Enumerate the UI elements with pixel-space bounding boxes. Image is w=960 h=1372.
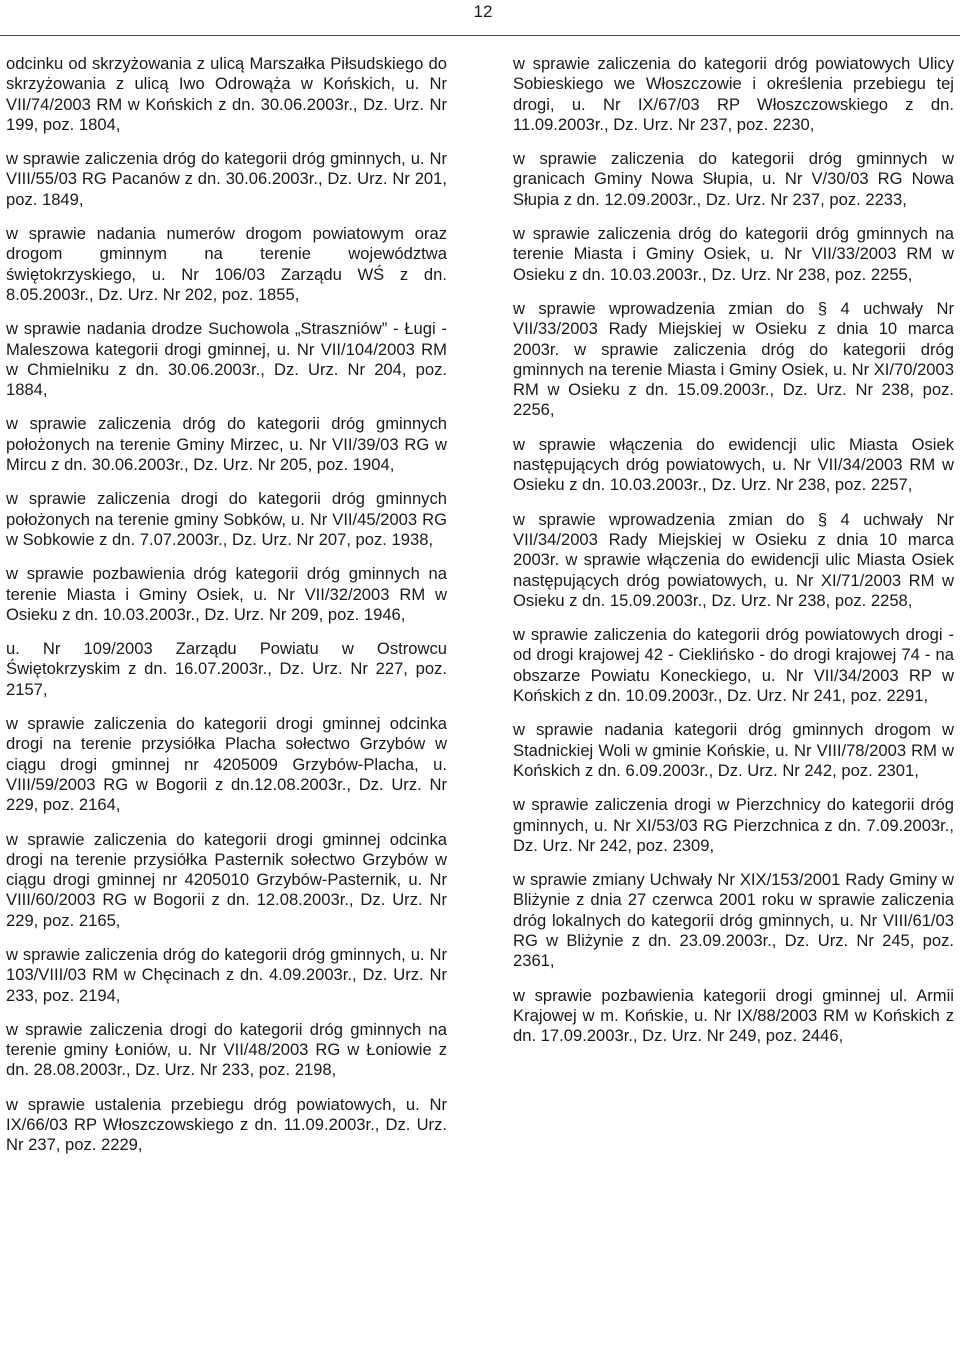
left-paragraph: w sprawie nadania drodze Suchowola „Straszniów” - Ługi - Maleszowa kategorii drogi gminnej, u. Nr VII/104/2003 RM w Chmielniku z dn. 30.06.2003r., Dz. Urz. Nr 204, poz. 1884, (6, 319, 447, 400)
right-column (513, 54, 954, 1060)
left-paragraph: w sprawie zaliczenia drogi do kategorii dróg gminnych na terenie gminy Łoniów, u. Nr VII/48/2003 RG w Łoniowie z dn. 28.08.2003r., Dz. Urz. Nr 233, poz. 2198, (6, 1019, 447, 1080)
left-paragraph: w sprawie zaliczenia do kategorii drogi gminnej odcinka drogi na terenie przysiółka Placha sołectwo Grzybów w ciągu drogi gminnej nr 4205009 Grzybów-Placha, u. VIII/59/2003 RG w Bogorii z dn.12.08.2003r., Dz. Urz. Nr 229, poz. 2164, (6, 714, 447, 815)
left-paragraph: w sprawie nadania numerów drogom powiatowym oraz drogom gminnym na terenie województwa świętokrzyskiego, u. Nr 106/03 Zarządu WŚ z dn. 8.05.2003r., Dz. Urz. Nr 202, poz. 1855, (6, 224, 447, 304)
left-paragraph: w sprawie zaliczenia dróg do kategorii dróg gminnych, u. Nr VIII/55/03 RG Pacanów z dn. 30.06.2003r., Dz. Urz. Nr 201, poz. 1849, (6, 149, 447, 209)
left-paragraph: odcinku od skrzyżowania z ulicą Marszałka Piłsudskiego do skrzyżowania z ulicą Iwo Odrowąża w Końskich, u. Nr VII/74/2003 RM w Końskich z dn. 30.06.2003r., Dz. Urz. Nr 199, poz. 1804, (6, 54, 447, 134)
right-paragraph: w sprawie pozbawienia kategorii drogi gminnej ul. Armii Krajowej w m. Końskie, u. Nr IX/88/2003 RM w Końskich z dn. 17.09.2003r., Dz. Urz. Nr 249, poz. 2446, (513, 985, 954, 1046)
right-paragraph: w sprawie zmiany Uchwały Nr XIX/153/2001 Rady Gminy w Bliżynie z dnia 27 czerwca 2001 roku w sprawie zaliczenia dróg lokalnych do kategorii dróg gminnych, u. Nr VIII/61/03 RG w Bliżynie z dn. 23.09.2003r., Dz. Urz. Nr 245, poz. 2361, (513, 870, 954, 971)
left-paragraph: w sprawie zaliczenia do kategorii drogi gminnej odcinka drogi na terenie przysiółka Pasternik sołectwo Grzybów w ciągu drogi gminnej nr 4205010 Grzybów-Pasternik, u. Nr VIII/60/2003 RG w Bogorii z dn. 12.08.2003r., Dz. Urz. Nr 229, poz. 2165, (6, 829, 447, 930)
left-column (6, 54, 447, 1170)
right-paragraph: w sprawie wprowadzenia zmian do § 4 uchwały Nr VII/34/2003 Rady Miejskiej w Osieku z dnia 10 marca 2003r. w sprawie włączenia do ewidencji ulic Miasta Osiek następujących dróg powiatowych, u. Nr XI/71/2003 RM w Osieku z dn. 15.09.2003r., Dz. Urz. Nr 238, poz. 2258, (513, 509, 954, 610)
left-paragraph: w sprawie zaliczenia dróg do kategorii dróg gminnych, u. Nr 103/VIII/03 RM w Chęcinach z dn. 4.09.2003r., Dz. Urz. Nr 233, poz. 2194, (6, 944, 447, 1005)
right-paragraph: w sprawie zaliczenia drogi w Pierzchnicy do kategorii dróg gminnych, u. Nr XI/53/03 RG Pierzchnica z dn. 7.09.2003r., Dz. Urz. Nr 242, poz. 2309, (513, 795, 954, 855)
left-paragraph: w sprawie pozbawienia dróg kategorii dróg gminnych na terenie Miasta i Gminy Osiek, u. Nr VII/32/2003 RM w Osieku z dn. 10.03.2003r., Dz. Urz. Nr 209, poz. 1946, (6, 564, 447, 624)
right-paragraph: w sprawie zaliczenia do kategorii dróg powiatowych drogi - od drogi krajowej 42 - Cieklińsko - do drogi krajowej 74 - na obszarze Powiatu Koneckiego, u. Nr VII/34/2003 RP w Końskich z dn. 10.09.2003r., Dz. Urz. Nr 241, poz. 2291, (513, 625, 954, 706)
right-paragraph: w sprawie nadania kategorii dróg gminnych drogom w Stadnickiej Woli w gminie Końskie, u. Nr VIII/78/2003 RM w Końskich z dn. 6.09.2003r., Dz. Urz. Nr 242, poz. 2301, (513, 720, 954, 780)
right-paragraph: w sprawie zaliczenia do kategorii dróg powiatowych Ulicy Sobieskiego we Włoszczowie i określenia przebiegu tej drogi, u. Nr IX/67/03 RP Włoszczowskiego z dn. 11.09.2003r., Dz. Urz. Nr 237, poz. 2230, (513, 54, 954, 134)
left-paragraph: w sprawie zaliczenia drogi do kategorii dróg gminnych położonych na terenie gminy Sobków, u. Nr VII/45/2003 RG w Sobkowie z dn. 7.07.2003r., Dz. Urz. Nr 207, poz. 1938, (6, 489, 447, 549)
right-paragraph: w sprawie włączenia do ewidencji ulic Miasta Osiek następujących dróg powiatowych, u. Nr VII/34/2003 RM w Osieku z dn. 10.03.2003r., Dz. Urz. Nr 238, poz. 2257, (513, 434, 954, 495)
right-paragraph: w sprawie zaliczenia do kategorii dróg gminnych w granicach Gminy Nowa Słupia, u. Nr V/30/03 RG Nowa Słupia z dn. 12.09.2003r., Dz. Urz. Nr 237, poz. 2233, (513, 149, 954, 209)
left-paragraph: w sprawie ustalenia przebiegu dróg powiatowych, u. Nr IX/66/03 RP Włoszczowskiego z dn. 11.09.2003r., Dz. Urz. Nr 237, poz. 2229, (6, 1094, 447, 1155)
header-rule (0, 35, 960, 36)
page-number: 12 (473, 2, 493, 21)
right-paragraph: w sprawie zaliczenia dróg do kategorii dróg gminnych na terenie Miasta i Gminy Osiek, u. Nr VII/33/2003 RM w Osieku z dn. 10.03.2003r., Dz. Urz. Nr 238, poz. 2255, (513, 224, 954, 284)
right-paragraph: w sprawie wprowadzenia zmian do § 4 uchwały Nr VII/33/2003 Rady Miejskiej w Osieku z dnia 10 marca 2003r. w sprawie zaliczenia dróg do kategorii dróg gminnych na terenie Miasta i Gminy Osiek, u. Nr XI/70/2003 RM w Osieku z dn. 15.09.2003r., Dz. Urz. Nr 238, poz. 2256, (513, 298, 954, 420)
left-paragraph: u. Nr 109/2003 Zarządu Powiatu w Ostrowcu Świętokrzyskim z dn. 16.07.2003r., Dz. Urz. Nr 227, poz. 2157, (6, 639, 447, 699)
left-paragraph: w sprawie zaliczenia dróg do kategorii dróg gminnych położonych na terenie Gminy Mirzec, u. Nr VII/39/03 RG w Mircu z dn. 30.06.2003r., Dz. Urz. Nr 205, poz. 1904, (6, 414, 447, 475)
